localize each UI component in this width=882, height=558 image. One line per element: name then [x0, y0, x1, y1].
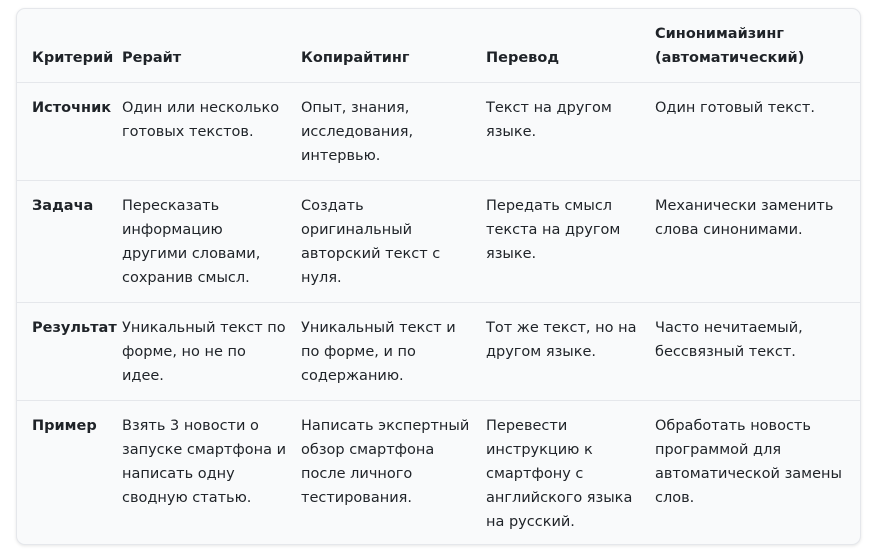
table-cell: Один готовый текст. [655, 99, 815, 116]
table-cell: Передать смысл текста на другом языке. [486, 197, 621, 262]
table-cell: Механически заменить слова синонимами. [655, 197, 834, 238]
table-cell: Опыт, знания, исследования, интервью. [301, 99, 414, 164]
header-criterion: Критерий [17, 9, 122, 82]
row-criterion-result: Результат [32, 319, 117, 336]
table-cell: Написать экспертный обзор смартфона после личного тестирования. [301, 417, 470, 506]
header-rewrite: Рерайт [122, 9, 301, 82]
header-copywriting: Копирайтинг [301, 9, 486, 82]
row-criterion-example: Пример [32, 417, 97, 434]
table-cell: Пересказать информацию другими словами, сохранив смысл. [122, 197, 261, 286]
table-cell: Тот же текст, но на другом языке. [486, 319, 637, 360]
table-cell: Уникальный текст и по форме, и по содержанию. [301, 319, 456, 384]
table-header-row [17, 9, 861, 82]
table-cell: Текст на другом языке. [486, 99, 612, 140]
header-synonymizing: Синонимайзинг (автоматический) [655, 9, 861, 82]
table-row [17, 82, 861, 180]
table-row [17, 302, 861, 400]
table-cell: Один или несколько готовых текстов. [122, 99, 280, 140]
row-criterion-task: Задача [32, 197, 94, 214]
table-cell: Уникальный текст по форме, но не по идее. [122, 319, 286, 384]
table-cell: Перевести инструкцию к смартфону с английского языка на русский. [486, 417, 633, 530]
header-translation: Перевод [486, 9, 655, 82]
table-cell: Часто нечитаемый, бессвязный текст. [655, 319, 803, 360]
row-criterion-source: Источник [32, 99, 112, 116]
table-cell: Взять 3 новости о запуске смартфона и написать одну сводную статью. [122, 417, 287, 506]
table-cell: Создать оригинальный авторский текст с нуля. [301, 197, 441, 286]
table-cell: Обработать новость программой для автоматической замены слов. [655, 417, 842, 506]
table-row [17, 180, 861, 302]
table-row [17, 400, 861, 545]
comparison-table-card [16, 8, 861, 545]
comparison-table [17, 9, 861, 545]
